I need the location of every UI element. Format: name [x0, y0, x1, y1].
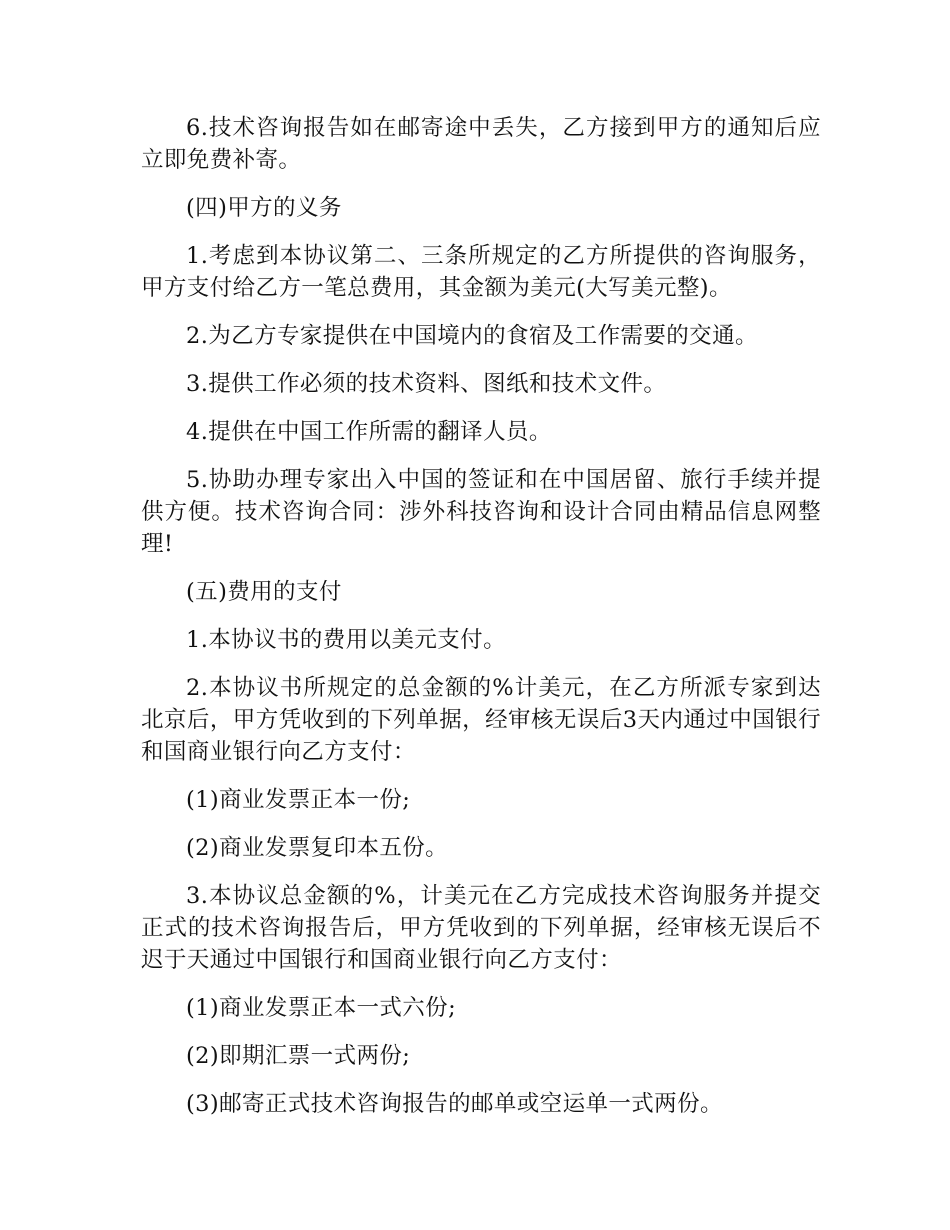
paragraph-technical-materials: 3.提供工作必须的技术资料、图纸和技术文件。 — [186, 371, 667, 397]
paragraph-accommodation: 2.为乙方专家提供在中国境内的食宿及工作需要的交通。 — [186, 323, 758, 349]
paragraph-total-fee: 1.考虑到本协议第二、三条所规定的乙方所提供的咨询服务，甲方支付给乙方一笔总费用，其金额为美元(大写美元整)。 — [141, 243, 821, 301]
paragraph-translators: 4.提供在中国工作所需的翻译人员。 — [186, 419, 552, 445]
list-item-shipping-receipt: (3)邮寄正式技术咨询报告的邮单或空运单一式两份。 — [186, 1091, 723, 1117]
document-body — [141, 112, 821, 1136]
paragraph-visa-assistance: 5.协助办理专家出入中国的签证和在中国居留、旅行手续并提供方便。技术咨询合同：涉外科技咨询和设计合同由精品信息网整理! — [141, 467, 821, 557]
list-item-sight-draft: (2)即期汇票一式两份; — [186, 1043, 411, 1069]
section-heading-payment: (五)费用的支付 — [186, 579, 342, 605]
section-heading-party-a-obligations: (四)甲方的义务 — [186, 195, 342, 221]
list-item-invoice-copies: (2)商业发票复印本五份。 — [186, 835, 449, 861]
paragraph-second-payment: 3.本协议总金额的%，计美元在乙方完成技术咨询服务并提交正式的技术咨询报告后，甲方凭收到的下列单据，经审核无误后不迟于天通过中国银行和国商业银行向乙方支付： — [141, 883, 821, 973]
paragraph-report-loss: 6.技术咨询报告如在邮寄途中丢失，乙方接到甲方的通知后应立即免费补寄。 — [141, 115, 821, 173]
list-item-invoice-six-copies: (1)商业发票正本一式六份; — [186, 995, 457, 1021]
paragraph-currency: 1.本协议书的费用以美元支付。 — [186, 627, 506, 653]
list-item-invoice-original: (1)商业发票正本一份; — [186, 787, 411, 813]
paragraph-first-payment: 2.本协议书所规定的总金额的%计美元，在乙方所派专家到达北京后，甲方凭收到的下列单据，经审核无误后3天内通过中国银行和国商业银行向乙方支付： — [141, 675, 821, 765]
